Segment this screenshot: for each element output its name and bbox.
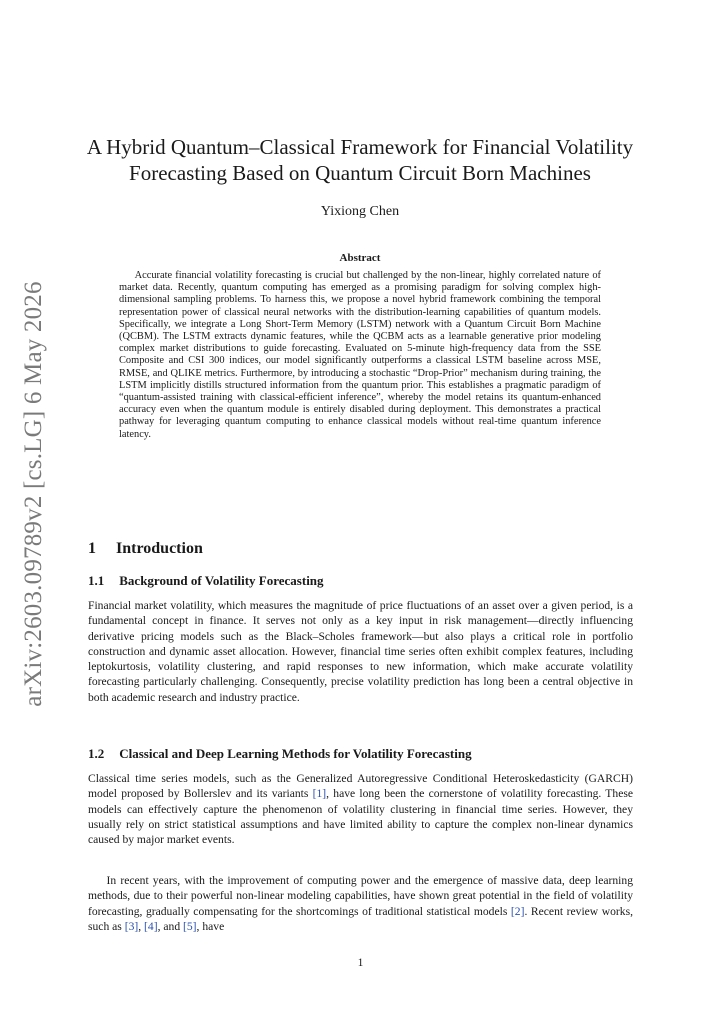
citation-link-3[interactable]: [3]: [124, 919, 139, 933]
section-1-1-heading: [88, 573, 324, 589]
citation-link-4[interactable]: [4]: [144, 919, 158, 933]
p2-sep-2: , and: [157, 919, 184, 933]
citation-link-1[interactable]: [1]: [312, 787, 327, 801]
p1-text-before: Classical time series models, such as the Generalized Autoregressive Conditional Heteroskedasticity (GARCH) model proposed by Bollerslev and its variants: [88, 772, 633, 801]
citation-link-2[interactable]: [2]: [510, 904, 525, 918]
p2-text-end: , have: [196, 919, 225, 933]
section-1-2-paragraph-2: [88, 873, 633, 934]
abstract-text: Accurate financial volatility forecasting is crucial but challenged by the non-linear, highly correlated nature of market data. Recently, quantum computing has emerged as a promising paradigm for solving complex high-dimensional sampling problems. To harness this, we propose a novel hybrid framework combining the temporal representation power of classical neural networks with the distribution-learning capabilities of quantum models. Specifically, we integrate a Long Short-Term Memory (LSTM) network with a Quantum Circuit Born Machine (QCBM). The LSTM extracts dynamic features, while the QCBM acts as a learnable generative prior modeling complex market distributions to guide forecasting. Evaluated on 5-minute high-frequency data from the SSE Composite and CSI 300 indices, our model significantly outperforms a classical LSTM baseline across MSE, RMSE, and QLIKE metrics. Furthermore, by introducing a stochastic “Drop-Prior” mechanism during training, the LSTM implicitly distills structured information from the quantum prior. This establishes a pragmatic paradigm of “quantum-assisted training with classical-efficient inference”, whereby the model retains its quantum-enhanced accuracy even when the quantum module is entirely disabled during deployment. This demonstrates a practical pathway for leveraging quantum computing to enhance classical models without real-time quantum inference latency.: [119, 270, 601, 440]
arxiv-sidebar-identifier: [14, 281, 54, 707]
section-1-2-title: Classical and Deep Learning Methods for Volatility Forecasting: [119, 746, 472, 761]
section-1-1-title: Background of Volatility Forecasting: [119, 573, 324, 588]
p1-text-after: , have long been the cornerstone of volatility forecasting. These models can effectively capture the phenomenon of volatility clustering in financial time series. However, they usually rely on strict statistical assumptions and have limited ability to capture the complex non-linear dynamics caused by major market events.: [88, 787, 633, 847]
title-line-2: Forecasting Based on Quantum Circuit Born Machines: [129, 161, 591, 185]
p2-sep-1: ,: [138, 919, 145, 933]
section-1-2-number: 1.2: [88, 746, 105, 761]
author-name: Yixiong Chen: [320, 204, 400, 219]
page-number: 1: [357, 957, 364, 969]
arxiv-id-text: arXiv:2603.09789v2 [cs.LG] 6 May 2026: [20, 281, 47, 707]
section-1-2-heading: [88, 746, 472, 762]
p2-text-before: In recent years, with the improvement of computing power and the emergence of massive data, deep learning methods, due to their powerful non-linear modeling capabilities, have shown great potential in the field of volatility forecasting, gradually compensating for the shortcomings of traditional statistical models: [88, 874, 633, 918]
section-1-number: 1: [88, 540, 96, 557]
section-1-heading: [88, 540, 203, 558]
section-1-1-paragraph: Financial market volatility, which measures the magnitude of price fluctuations of an asset over a given period, is a fundamental concept in finance. It serves not only as a key input in risk management—directly influencing derivative pricing models such as the Black–Scholes framework—but also plays a critical role in portfolio construction and dynamic asset allocation. However, financial time series often exhibit complex features, including leptokurtosis, volatility clustering, and rapid responses to new information, which make accurate volatility forecasting particularly challenging. Consequently, precise volatility prediction has long been a central objective in both academic research and industry practice.: [88, 599, 633, 704]
section-1-2-paragraph-1: [88, 771, 633, 847]
p2-text-mid: . Recent review works, such as: [88, 904, 633, 933]
section-1-title: Introduction: [116, 540, 203, 557]
paper-title: [60, 134, 660, 186]
section-1-1-number: 1.1: [88, 573, 105, 588]
abstract-heading: Abstract: [339, 252, 381, 264]
title-line-1: A Hybrid Quantum–Classical Framework for Financial Volatility: [86, 135, 634, 159]
citation-link-5[interactable]: [5]: [183, 919, 197, 933]
